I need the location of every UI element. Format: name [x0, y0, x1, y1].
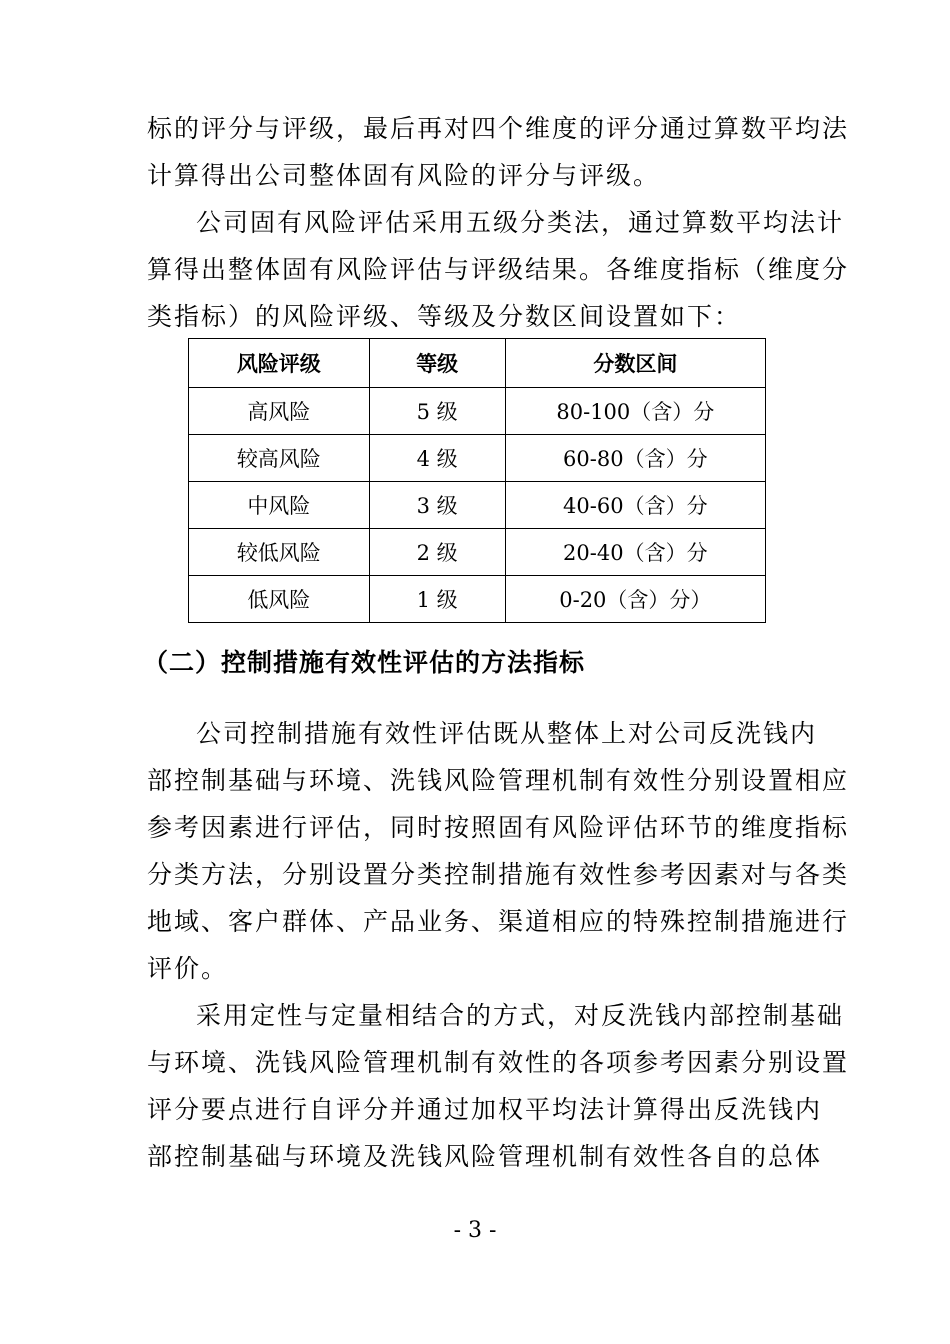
header-level: 等级 — [369, 339, 505, 388]
intro-line-1: 标的评分与评级，最后再对四个维度的评分通过算数平均法 — [147, 114, 850, 143]
para2-line-5: 地域、客户群体、产品业务、渠道相应的特殊控制措施进行 — [147, 907, 850, 936]
table-header-row — [189, 339, 766, 388]
cell-level: 3 级 — [369, 482, 505, 529]
cell-score-range: 80-100（含）分 — [505, 388, 765, 435]
para2-line-4: 分类方法，分别设置分类控制措施有效性参考因素对与各类 — [147, 860, 850, 889]
para3-line-2: 与环境、洗钱风险管理机制有效性的各项参考因素分别设置 — [147, 1048, 850, 1077]
para1-line-2: 算得出整体固有风险评估与评级结果。各维度指标（维度分 — [147, 255, 850, 284]
table-row — [189, 435, 766, 482]
table-row — [189, 576, 766, 623]
section-heading: （二）控制措施有效性评估的方法指标 — [143, 648, 586, 677]
para3-line-1: 采用定性与定量相结合的方式，对反洗钱内部控制基础 — [196, 1001, 845, 1030]
page-number: - 3 - — [453, 1218, 497, 1243]
cell-risk-rating: 高风险 — [189, 388, 370, 435]
para2-line-6: 评价。 — [147, 954, 229, 983]
cell-risk-rating: 低风险 — [189, 576, 370, 623]
risk-level-table — [188, 338, 766, 623]
table-row — [189, 529, 766, 576]
cell-risk-rating: 较高风险 — [189, 435, 370, 482]
cell-score-range: 60-80（含）分 — [505, 435, 765, 482]
para2-line-1: 公司控制措施有效性评估既从整体上对公司反洗钱内 — [196, 719, 818, 748]
table-row — [189, 388, 766, 435]
para1-line-3: 类指标）的风险评级、等级及分数区间设置如下： — [147, 302, 742, 331]
table-row — [189, 482, 766, 529]
cell-risk-rating: 中风险 — [189, 482, 370, 529]
header-risk-rating: 风险评级 — [189, 339, 370, 388]
cell-score-range: 0-20（含）分） — [505, 576, 765, 623]
cell-level: 4 级 — [369, 435, 505, 482]
intro-line-2: 计算得出公司整体固有风险的评分与评级。 — [147, 161, 661, 190]
para1-line-1: 公司固有风险评估采用五级分类法，通过算数平均法计 — [196, 208, 845, 237]
cell-level: 2 级 — [369, 529, 505, 576]
cell-level: 1 级 — [369, 576, 505, 623]
cell-score-range: 40-60（含）分 — [505, 482, 765, 529]
para3-line-3: 评分要点进行自评分并通过加权平均法计算得出反洗钱内 — [147, 1095, 823, 1124]
cell-score-range: 20-40（含）分 — [505, 529, 765, 576]
para2-line-2: 部控制基础与环境、洗钱风险管理机制有效性分别设置相应 — [147, 766, 850, 795]
cell-risk-rating: 较低风险 — [189, 529, 370, 576]
cell-level: 5 级 — [369, 388, 505, 435]
para2-line-3: 参考因素进行评估，同时按照固有风险评估环节的维度指标 — [147, 813, 850, 842]
para3-line-4: 部控制基础与环境及洗钱风险管理机制有效性各自的总体 — [147, 1142, 823, 1171]
header-score-range: 分数区间 — [505, 339, 765, 388]
